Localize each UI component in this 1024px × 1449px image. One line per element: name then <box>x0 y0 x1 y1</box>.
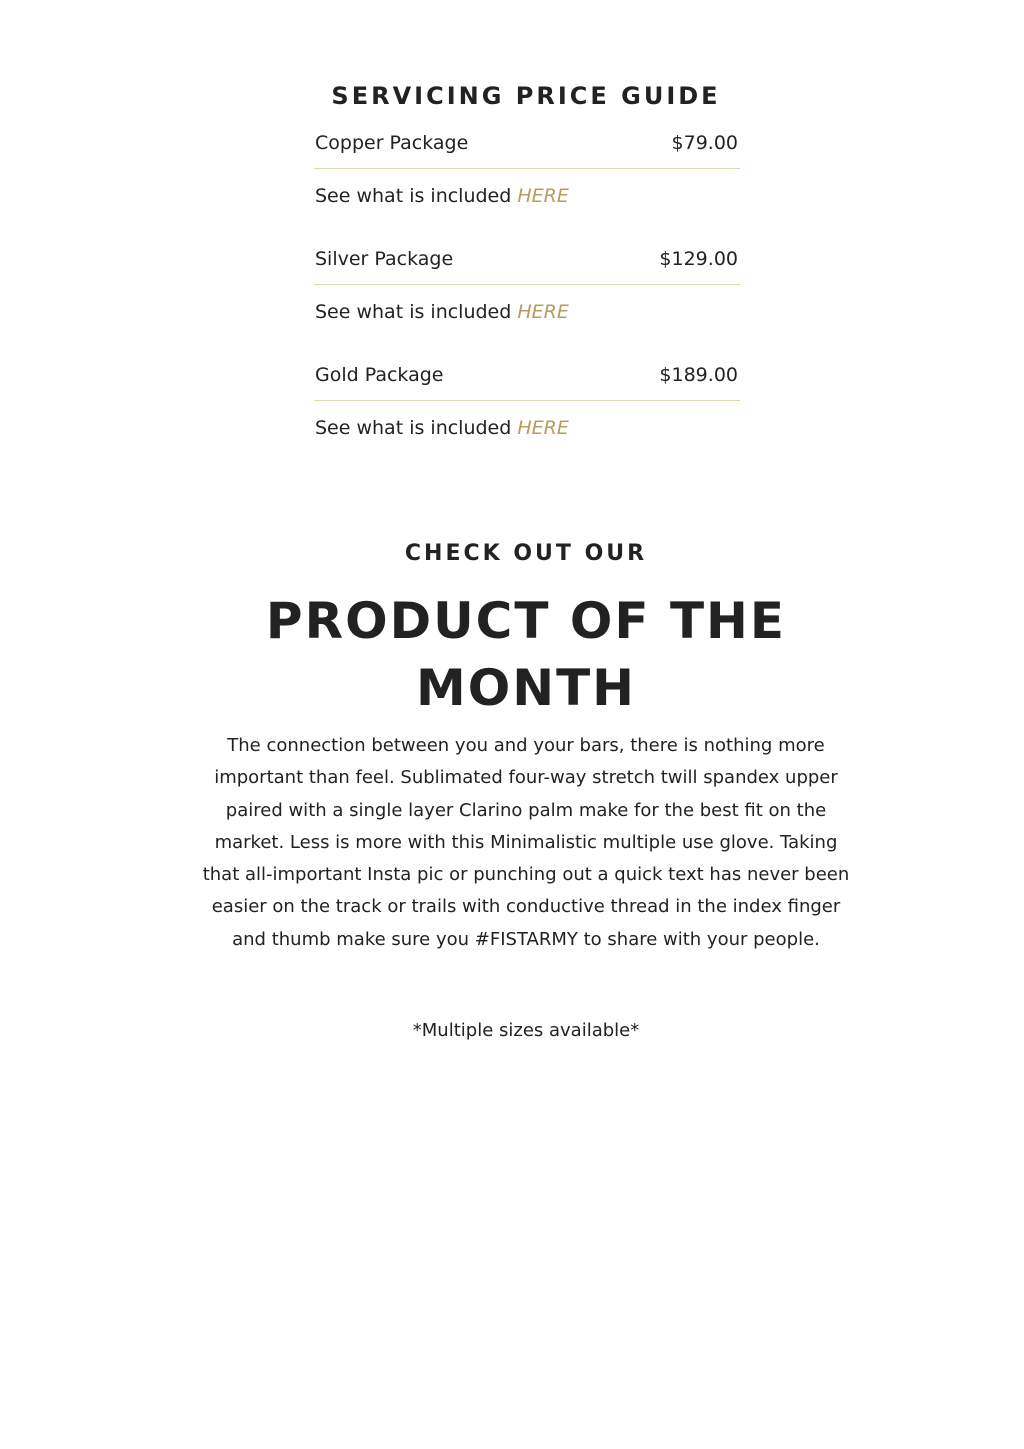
package-price: $189.00 <box>659 364 738 386</box>
package-name: Copper Package <box>315 132 469 154</box>
package-price: $79.00 <box>671 132 738 154</box>
gold-here-link[interactable]: HERE <box>517 417 569 439</box>
package-included-line <box>314 185 740 207</box>
potm-eyebrow: CHECK OUT OUR <box>404 541 648 566</box>
package-included-line <box>314 417 740 439</box>
silver-here-link[interactable]: HERE <box>517 301 569 323</box>
included-label: See what is included <box>315 301 518 323</box>
potm-description: The connection between you and your bars, there is nothing more important than feel. Sublimated four-way stretch twill spandex upper paired with a single layer Clarino palm make for the best fit on the market. Less is more with this Minimalistic multiple use glove. Taking that all-important Insta pic or punching out a quick text has never been easier on the track or trails with conductive thread in the index finger and thumb make sure you #FISTARMY to share with your people. <box>202 735 850 950</box>
price-guide-title: SERVICING PRICE GUIDE <box>331 81 721 110</box>
package-silver <box>314 240 740 356</box>
package-name: Silver Package <box>315 248 454 270</box>
package-row <box>314 356 740 401</box>
potm-title: PRODUCT OF THE MONTH <box>265 592 787 717</box>
package-row <box>314 124 740 169</box>
package-gold <box>314 356 740 472</box>
package-name: Gold Package <box>315 364 444 386</box>
copper-here-link[interactable]: HERE <box>517 185 569 207</box>
package-included-line <box>314 301 740 323</box>
package-price: $129.00 <box>659 248 738 270</box>
included-label: See what is included <box>315 185 518 207</box>
package-row <box>314 240 740 285</box>
price-list <box>314 124 740 472</box>
package-copper <box>314 124 740 240</box>
potm-sizes-note: *Multiple sizes available* <box>412 1020 640 1041</box>
included-label: See what is included <box>315 417 518 439</box>
